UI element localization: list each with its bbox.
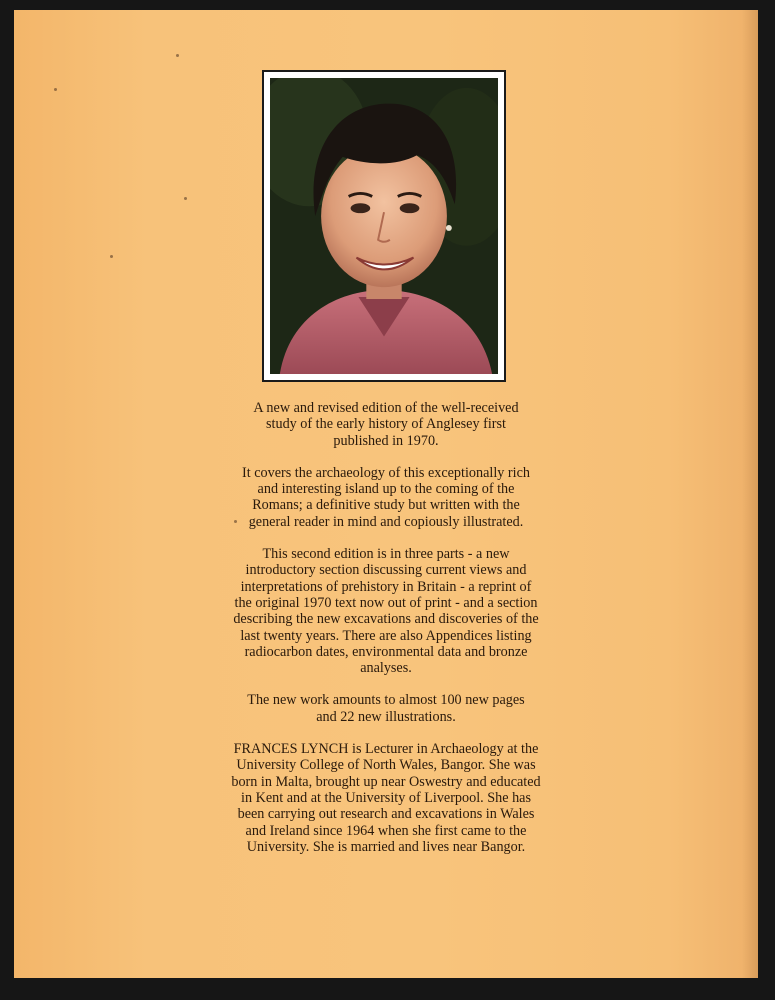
- blurb-paragraph-edition: A new and revised edition of the well-received study of the early history of Anglesey first published in 1970.: [253, 400, 519, 449]
- back-cover-blurb: [14, 400, 758, 871]
- author-photo: [270, 78, 498, 374]
- scan-speck: [110, 255, 113, 258]
- blurb-paragraph-new-work: The new work amounts to almost 100 new pages and 22 new illustrations.: [247, 692, 525, 725]
- blurb-paragraph-author-bio: FRANCES LYNCH is Lecturer in Archaeology at the University College of North Wales, Bangor. She was born in Malta, brought up near Oswestry and educated in Kent and at the University of Liverpool. She has been carrying out research and excavations in Wales and Ireland since 1964 when she first came to the University. She is married and lives near Bangor.: [231, 741, 541, 855]
- book-back-cover: [14, 10, 758, 978]
- author-photo-frame: [262, 70, 506, 382]
- scan-speck: [176, 54, 179, 57]
- author-portrait-illustration: [270, 78, 498, 374]
- blurb-paragraph-coverage: It covers the archaeology of this exceptionally rich and interesting island up to the coming of the Romans; a definitive study but written with the general reader in mind and copiously illustrated.: [242, 464, 530, 530]
- blurb-paragraph-structure: This second edition is in three parts - a new introductory section discussing current views and interpretations of prehistory in Britain - a reprint of the original 1970 text now out of print - and a section describing the new excavations and discoveries of the last twenty years. There are also Appendices listing radiocarbon dates, environmental data and bronze analyses.: [233, 546, 539, 677]
- scan-speck: [184, 197, 187, 200]
- scan-speck: [54, 88, 57, 91]
